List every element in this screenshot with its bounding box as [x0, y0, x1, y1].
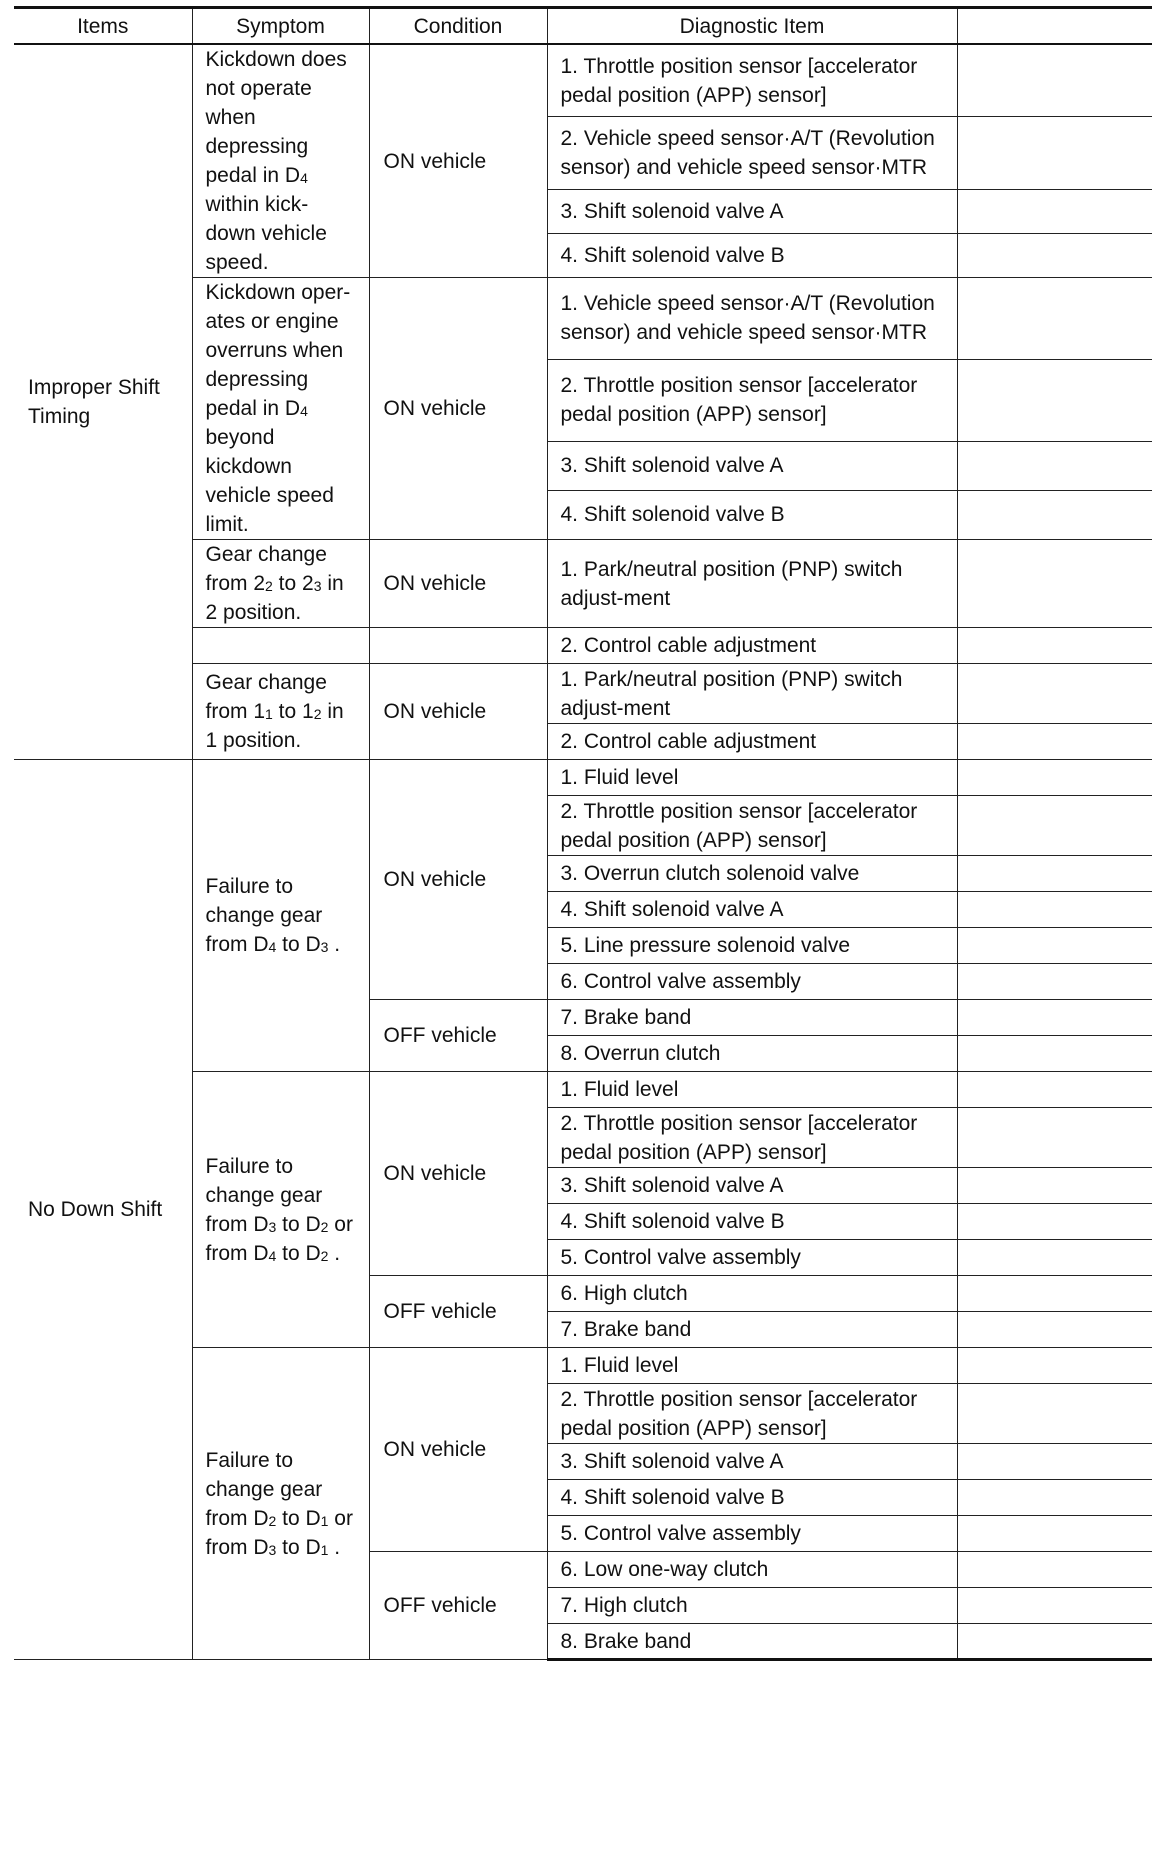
items-cell: No Down Shift: [14, 760, 192, 1660]
diagnostic-item-cell: 3. Shift solenoid valve A: [547, 190, 957, 234]
page-column-cell: [957, 1000, 1152, 1036]
symptom-cell: Failure to change gear from $D_2$ to $D_1$ or from $D_3$ to $D_1$ .: [192, 1348, 369, 1660]
page-column-cell: [957, 928, 1152, 964]
diagnostic-item-cell: 6. High clutch: [547, 1276, 957, 1312]
diagnostic-item-cell: 1. Vehicle speed sensor·A/T (Revolution sensor) and vehicle speed sensor·MTR: [547, 278, 957, 360]
page-column-cell: [957, 964, 1152, 1000]
page-column-cell: [957, 1276, 1152, 1312]
page-column-cell: [957, 44, 1152, 117]
diagnostic-item-cell: 8. Overrun clutch: [547, 1036, 957, 1072]
condition-cell: OFF vehicle: [369, 1552, 547, 1660]
page-column-cell: [957, 1516, 1152, 1552]
condition-cell: ON vehicle: [369, 664, 547, 760]
diagnostic-item-cell: 2. Throttle position sensor [accelerator pedal position (APP) sensor]: [547, 1108, 957, 1168]
page-column-cell: [957, 760, 1152, 796]
diagnostic-table: [14, 6, 1152, 1661]
diagnostic-item-cell: 4. Shift solenoid valve B: [547, 1480, 957, 1516]
diagnostic-item-cell: 1. Throttle position sensor [accelerator pedal position (APP) sensor]: [547, 44, 957, 117]
diagnostic-item-cell: 2. Control cable adjustment: [547, 628, 957, 664]
page-column-cell: [957, 278, 1152, 360]
diagnostic-item-cell: 1. Park/neutral position (PNP) switch adjust-ment: [547, 664, 957, 724]
page-column-cell: [957, 664, 1152, 724]
condition-cell: [369, 628, 547, 664]
condition-cell: ON vehicle: [369, 540, 547, 628]
page-column-cell: [957, 234, 1152, 278]
diagnostic-item-cell: 4. Shift solenoid valve B: [547, 1204, 957, 1240]
page-column-cell: [957, 1312, 1152, 1348]
page-column-cell: [957, 1480, 1152, 1516]
symptom-cell: Kickdown oper-ates or engine overruns when depressing pedal in $D_4$ beyond kickdown vehicle speed limit.: [192, 278, 369, 540]
page-column-cell: [957, 1552, 1152, 1588]
symptom-cell: Failure to change gear from $D_4$ to $D_3$ .: [192, 760, 369, 1072]
table-row: [14, 44, 1152, 117]
diagnostic-item-cell: 4. Shift solenoid valve B: [547, 490, 957, 539]
page-column-cell: [957, 1588, 1152, 1624]
symptom-cell: Gear change from $1_1$ to $1_2$ in 1 position.: [192, 664, 369, 760]
page-column-cell: [957, 359, 1152, 441]
page-column-cell: [957, 856, 1152, 892]
page-column-cell: [957, 724, 1152, 760]
symptom-cell: Failure to change gear from $D_3$ to $D_2$ or from $D_4$ to $D_2$ .: [192, 1072, 369, 1348]
page-column-cell: [957, 1036, 1152, 1072]
page-column-cell: [957, 1348, 1152, 1384]
diagnostic-item-cell: 2. Throttle position sensor [accelerator pedal position (APP) sensor]: [547, 359, 957, 441]
page-column-cell: [957, 441, 1152, 490]
page-column-cell: [957, 892, 1152, 928]
header-symptom: Symptom: [192, 8, 369, 45]
page-column-cell: [957, 1072, 1152, 1108]
symptom-cell: [192, 628, 369, 664]
diagnostic-document: [14, 6, 1152, 1661]
condition-cell: ON vehicle: [369, 1072, 547, 1276]
diagnostic-item-cell: 8. Brake band: [547, 1624, 957, 1660]
diagnostic-item-cell: 6. Control valve assembly: [547, 964, 957, 1000]
diagnostic-item-cell: 6. Low one-way clutch: [547, 1552, 957, 1588]
diagnostic-item-cell: 4. Shift solenoid valve A: [547, 892, 957, 928]
page-column-cell: [957, 1168, 1152, 1204]
diagnostic-item-cell: 5. Control valve assembly: [547, 1240, 957, 1276]
diagnostic-item-cell: 2. Throttle position sensor [accelerator pedal position (APP) sensor]: [547, 1384, 957, 1444]
condition-cell: ON vehicle: [369, 278, 547, 540]
page-column-cell: [957, 190, 1152, 234]
page-column-cell: [957, 117, 1152, 190]
page-column-cell: [957, 1624, 1152, 1660]
diagnostic-item-cell: 7. Brake band: [547, 1312, 957, 1348]
diagnostic-item-cell: 2. Throttle position sensor [accelerator pedal position (APP) sensor]: [547, 796, 957, 856]
page-column-cell: [957, 796, 1152, 856]
header-items: Items: [14, 8, 192, 45]
diagnostic-item-cell: 1. Park/neutral position (PNP) switch adjust-ment: [547, 540, 957, 628]
diagnostic-item-cell: 2. Vehicle speed sensor·A/T (Revolution sensor) and vehicle speed sensor·MTR: [547, 117, 957, 190]
symptom-cell: Gear change from $2_2$ to $2_3$ in 2 position.: [192, 540, 369, 628]
symptom-cell: Kickdown does not operate when depressing pedal in $D_4$ within kick-down vehicle speed.: [192, 44, 369, 278]
table-header-row: [14, 8, 1152, 45]
header-diagnostic-item: Diagnostic Item: [547, 8, 957, 45]
page-column-cell: [957, 1384, 1152, 1444]
items-cell: Improper Shift Timing: [14, 44, 192, 760]
diagnostic-item-cell: 1. Fluid level: [547, 1348, 957, 1384]
diagnostic-item-cell: 7. Brake band: [547, 1000, 957, 1036]
table-row: [14, 760, 1152, 796]
condition-cell: OFF vehicle: [369, 1276, 547, 1348]
page-column-cell: [957, 1108, 1152, 1168]
condition-cell: OFF vehicle: [369, 1000, 547, 1072]
diagnostic-item-cell: 5. Line pressure solenoid valve: [547, 928, 957, 964]
condition-cell: ON vehicle: [369, 44, 547, 278]
page-column-cell: [957, 628, 1152, 664]
page-column-cell: [957, 540, 1152, 628]
diagnostic-item-cell: 4. Shift solenoid valve B: [547, 234, 957, 278]
diagnostic-item-cell: 2. Control cable adjustment: [547, 724, 957, 760]
page-column-cell: [957, 1240, 1152, 1276]
diagnostic-item-cell: 1. Fluid level: [547, 760, 957, 796]
page-column-cell: [957, 1204, 1152, 1240]
header-page-column: [957, 8, 1152, 45]
page-column-cell: [957, 490, 1152, 539]
condition-cell: ON vehicle: [369, 1348, 547, 1552]
diagnostic-item-cell: 3. Shift solenoid valve A: [547, 1168, 957, 1204]
diagnostic-item-cell: 7. High clutch: [547, 1588, 957, 1624]
diagnostic-item-cell: 3. Overrun clutch solenoid valve: [547, 856, 957, 892]
diagnostic-item-cell: 1. Fluid level: [547, 1072, 957, 1108]
page-column-cell: [957, 1444, 1152, 1480]
diagnostic-item-cell: 5. Control valve assembly: [547, 1516, 957, 1552]
diagnostic-item-cell: 3. Shift solenoid valve A: [547, 1444, 957, 1480]
table-body: [14, 44, 1152, 1660]
condition-cell: ON vehicle: [369, 760, 547, 1000]
diagnostic-item-cell: 3. Shift solenoid valve A: [547, 441, 957, 490]
header-condition: Condition: [369, 8, 547, 45]
